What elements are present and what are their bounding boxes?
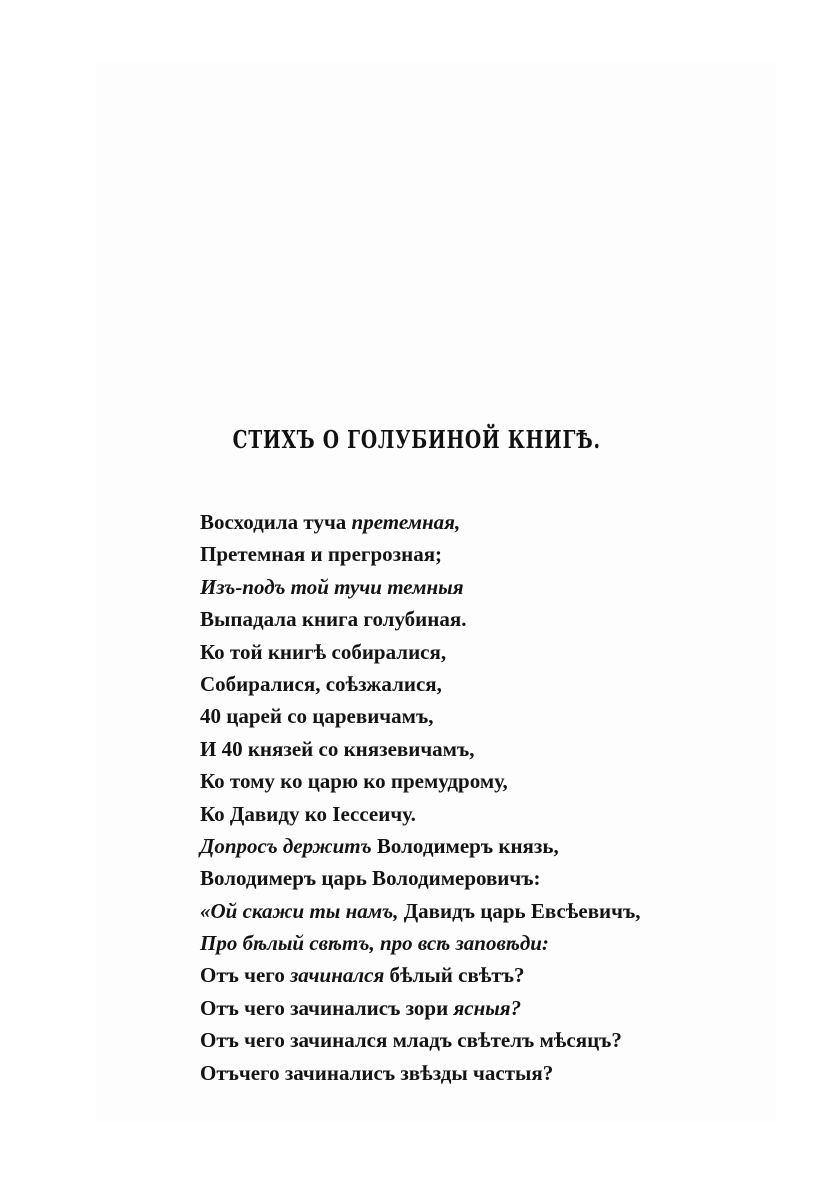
poem-line: Отъчего зачиналисъ звѣзды частыя? bbox=[200, 1060, 554, 1085]
poem-body bbox=[200, 506, 641, 1089]
poem-line: Ко Давиду ко Іессеичу. bbox=[200, 801, 416, 826]
poem-line: Отъ чего зачинался младъ свѣтелъ мѣсяцъ? bbox=[200, 1028, 622, 1053]
poem-line: Отъ чего зачиналисъ зори ясныя? bbox=[200, 995, 522, 1020]
poem-line: Изъ-подъ той тучи темныя bbox=[200, 574, 464, 599]
poem-title: СТИХЪ О ГОЛУБИНОЙ КНИГѢ. bbox=[232, 425, 601, 454]
poem-line: Володимеръ царь Володимеровичъ: bbox=[200, 866, 541, 891]
poem-line: Про бѣлый свѣтъ, про всѣ заповѣди: bbox=[200, 931, 549, 956]
poem-line: Претемная и прегрозная; bbox=[200, 542, 443, 567]
poem-line: Ко тому ко царю ко премудрому, bbox=[200, 769, 508, 794]
poem-line: Собиралися, соѣзжалися, bbox=[200, 671, 442, 696]
poem-line: Ко той книгѣ собиралися, bbox=[200, 639, 447, 664]
poem-line: Восходила туча претемная, bbox=[200, 510, 461, 534]
poem-line: Отъ чего зачинался бѣлый свѣтъ? bbox=[200, 963, 525, 988]
poem-line: Допросъ держитъ Володимеръ князь, bbox=[200, 833, 559, 858]
poem-line: 40 царей со царевичамъ, bbox=[200, 704, 434, 729]
poem-line: И 40 князей со князевичамъ, bbox=[200, 736, 475, 761]
poem-line: Выпадала книга голубиная. bbox=[200, 607, 467, 632]
poem-line: «Ой скажи ты намъ, Давидъ царь Евсѣевичъ, bbox=[200, 898, 641, 923]
